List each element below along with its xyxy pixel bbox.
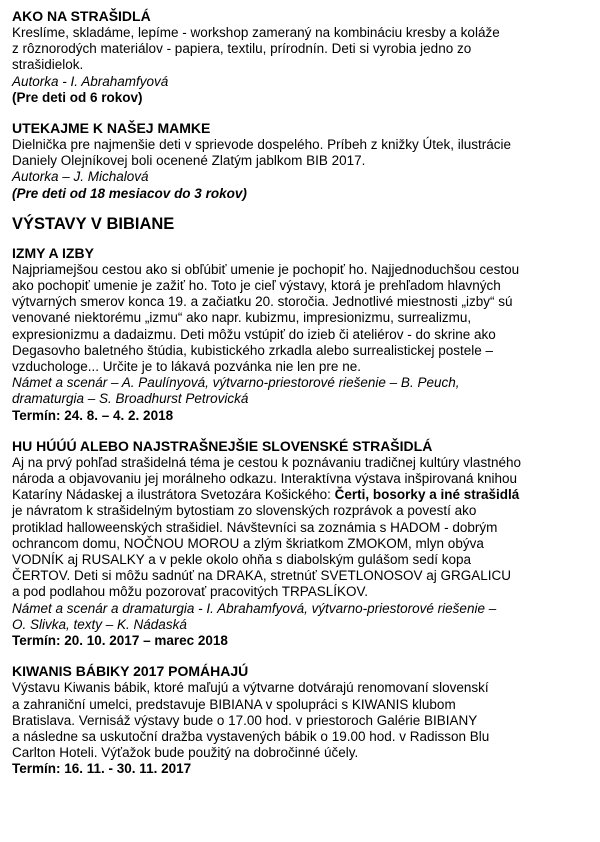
exhibit-term: Termín: 20. 10. 2017 – marec 2018 — [12, 633, 228, 649]
exhibit-description-line: Degasovho baletného štúdia, kubistického zrkadla alebo surrealistickej postele – — [12, 342, 494, 358]
exhibit-description-line: vzduchologe... Určite je to lákavá pozvánka nie len pre ne. — [12, 359, 361, 375]
exhibit-description-line: ako pochopiť umenie je zažiť ho. Toto je cieľ výstavy, ktorá je prehľadom hlavných — [12, 278, 501, 294]
workshop-author: Autorka - I. Abrahamfyová — [12, 73, 169, 89]
workshop-title: AKO NA STRAŠIDLÁ — [12, 8, 151, 24]
exhibit-izmy-a-izby — [12, 245, 592, 424]
exhibit-description-line: VODNÍK aj RUSALKY a v pekle okolo ohňa s diabolským gulášom sedí kopa — [12, 552, 471, 568]
exhibit-description-line: Aj na prvý pohľad strašidelná téma je cestou k poznávaniu tradičnej kultúry vlastného — [12, 454, 521, 470]
exhibit-description-line: Bratislava. Vernisáž výstavy bude o 17.00 hod. v priestoroch Galérie BIBIANY — [12, 712, 478, 728]
exhibit-description-line: národa a objavovaniu jej morálneho odkazu. Interaktívna výstava inšpirovaná knihou — [12, 471, 518, 487]
exhibit-credits: dramaturgia – S. Broadhurst Petrovická — [12, 391, 249, 407]
document-page — [12, 8, 592, 778]
exhibit-description-line: ČERTOV. Deti si môžu sadnúť na DRAKA, stretnúť SVETLONOSOV aj GRGALICU — [12, 568, 512, 584]
exhibit-description-line: a následne sa uskutoční dražba vystavených bábik o 19.00 hod. v Radisson Blu — [12, 728, 490, 744]
workshop-description-line: z rôznorodých materiálov - papiera, textilu, prírodnín. Deti si vyrobia jedno zo — [12, 41, 472, 57]
exhibit-description-line: ochrancom domu, NOČNOU MOROU a zlým škriatkom ZMOKOM, mlyn obýva — [12, 535, 484, 551]
workshop-description-line: Daniely Olejníkovej boli ocenené Zlatým jablkom BIB 2017. — [12, 153, 366, 169]
workshop-age: (Pre deti od 6 rokov) — [12, 89, 143, 105]
exhibit-credits: O. Slivka, texty – K. Nádaská — [12, 616, 187, 632]
exhibit-title: KIWANIS BÁBIKY 2017 POMÁHAJÚ — [12, 663, 249, 680]
section-title: VÝSTAVY V BIBIANE — [12, 214, 175, 233]
exhibit-description-line — [12, 487, 592, 503]
exhibit-description-line: Výstavu Kiwanis bábik, ktoré maľujú a výtvarne dotvárajú renomovaní slovenskí — [12, 680, 489, 696]
exhibit-hu-huuu — [12, 438, 592, 649]
workshop-title: UTEKAJME K NAŠEJ MAMKE — [12, 120, 211, 137]
workshop-author: Autorka – J. Michalová — [12, 169, 149, 185]
exhibit-term: Termín: 24. 8. – 4. 2. 2018 — [12, 407, 174, 423]
exhibit-credits: Námet a scenár – A. Paulínyová, výtvarno-priestorové riešenie – B. Peuch, — [12, 375, 460, 391]
exhibit-kiwanis — [12, 663, 592, 777]
exhibit-description-line: výtvarných smerov konca 19. a začiatku 20. storočia. Jednotlivé miestnosti „izby“ sú — [12, 294, 513, 310]
exhibit-description-line: a pod podlahou môžu pozorovať pracovitých TRPASLÍKOV. — [12, 584, 369, 600]
workshop-description-line: strašidielok. — [12, 57, 84, 73]
exhibit-term: Termín: 16. 11. - 30. 11. 2017 — [12, 761, 192, 777]
exhibit-description-line: Carlton Hoteli. Výťažok bude použitý na dobročinné účely. — [12, 745, 359, 761]
exhibit-text: Kataríny Nádaskej a ilustrátora Svetozára Košického: — [12, 487, 335, 503]
workshop-utekajme — [12, 120, 592, 202]
workshop-description-line: Kreslíme, skladáme, lepíme - workshop zameraný na kombináciu kresby a koláže — [12, 25, 500, 40]
book-title: Čerti, bosorky a iné strašidlá — [334, 487, 520, 503]
exhibit-credits: Námet a scenár a dramaturgia - I. Abrahamfyová, výtvarno-priestorové riešenie – — [12, 600, 497, 616]
exhibit-description-line: je návratom k strašidelným bytostiam zo slovenských rozprávok a povestí ako — [12, 503, 477, 519]
exhibit-title: HU HÚÚÚ ALEBO NAJSTRAŠNEJŠIE SLOVENSKÉ STRAŠIDLÁ — [12, 437, 433, 454]
exhibit-description-line: protiklad halloweenských strašidiel. Návštevníci sa zoznámia s HADOM - dobrým — [12, 519, 498, 535]
exhibit-description-line: expresionizmu a dadaizmu. Deti môžu vstúpiť do izieb či ateliérov - do skrine ako — [12, 326, 496, 342]
workshop-description-line: Dielnička pre najmenšie deti v sprievode dospelého. Príbeh z knižky Útek, ilustrácie — [12, 137, 511, 153]
exhibit-description-line: a zahraniční umelci, predstavuje BIBIANA v spolupráci s KIWANIS klubom — [12, 696, 456, 712]
exhibit-description-line: venované niektorému „izmu“ ako napr. kubizmu, impresionizmu, surrealizmu, — [12, 310, 472, 326]
workshop-ako-na-strasidla — [12, 8, 592, 106]
exhibit-title: IZMY A IZBY — [12, 244, 94, 261]
workshop-age: (Pre deti od 18 mesiacov do 3 rokov) — [12, 185, 247, 201]
exhibit-description-line: Najpriamejšou cestou ako si obľúbiť umenie je pochopiť ho. Najjednoduchšou cestou — [12, 261, 520, 277]
